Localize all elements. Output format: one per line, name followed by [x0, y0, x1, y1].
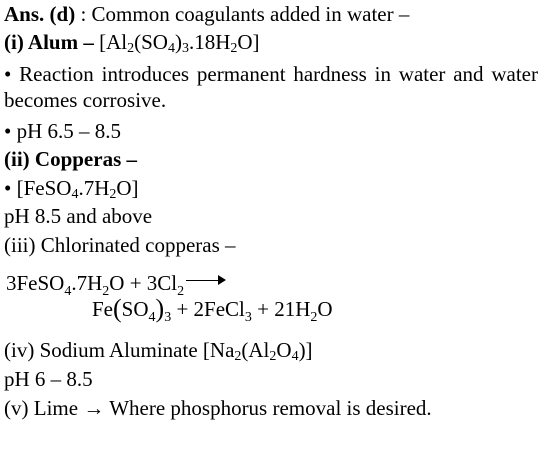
- equation-line-2: $Fe(SO_4)_3$ + 2FeCl$_3$ + $21H_2O$: [92, 294, 333, 325]
- alum-reaction-note: • Reaction introduces permanent hardness in water and water becomes corrosive.: [4, 62, 538, 112]
- answer-prefix: Ans. (d): [4, 2, 76, 26]
- sodium-aluminate-ph: pH 6 – 8.5: [4, 367, 93, 391]
- lime-label: (v) Lime: [4, 396, 79, 420]
- answer-heading: [4, 1, 409, 27]
- alum-line: [4, 29, 260, 55]
- copperas-ph: pH 8.5 and above: [4, 204, 153, 228]
- reaction-arrow-icon: [186, 276, 226, 286]
- alum-label: (i) Alum –: [4, 30, 94, 54]
- copperas-formula: • $[FeSO_4.7H_2O]$: [4, 176, 139, 202]
- lime-line: [4, 395, 432, 421]
- right-arrow-icon: →: [83, 396, 105, 420]
- lime-note: Where phosphorus removal is desired.: [109, 396, 432, 420]
- equation-line-1: $3FeSO_4.7H_2O + 3Cl_2$: [6, 270, 226, 296]
- answer-heading-text: : Common coagulants added in water –: [75, 2, 410, 26]
- alum-ph: • pH 6.5 – 8.5: [4, 119, 122, 143]
- alum-formula: $[Al_2(SO_4)_3.18H_2O]$: [99, 30, 260, 56]
- sodium-aluminate-line: (iv) Sodium Aluminate $[Na_2(Al_2O_4)]$: [4, 338, 313, 364]
- chlorinated-copperas-label: (iii) Chlorinated copperas –: [4, 233, 236, 257]
- copperas-label: (ii) Copperas –: [4, 147, 137, 171]
